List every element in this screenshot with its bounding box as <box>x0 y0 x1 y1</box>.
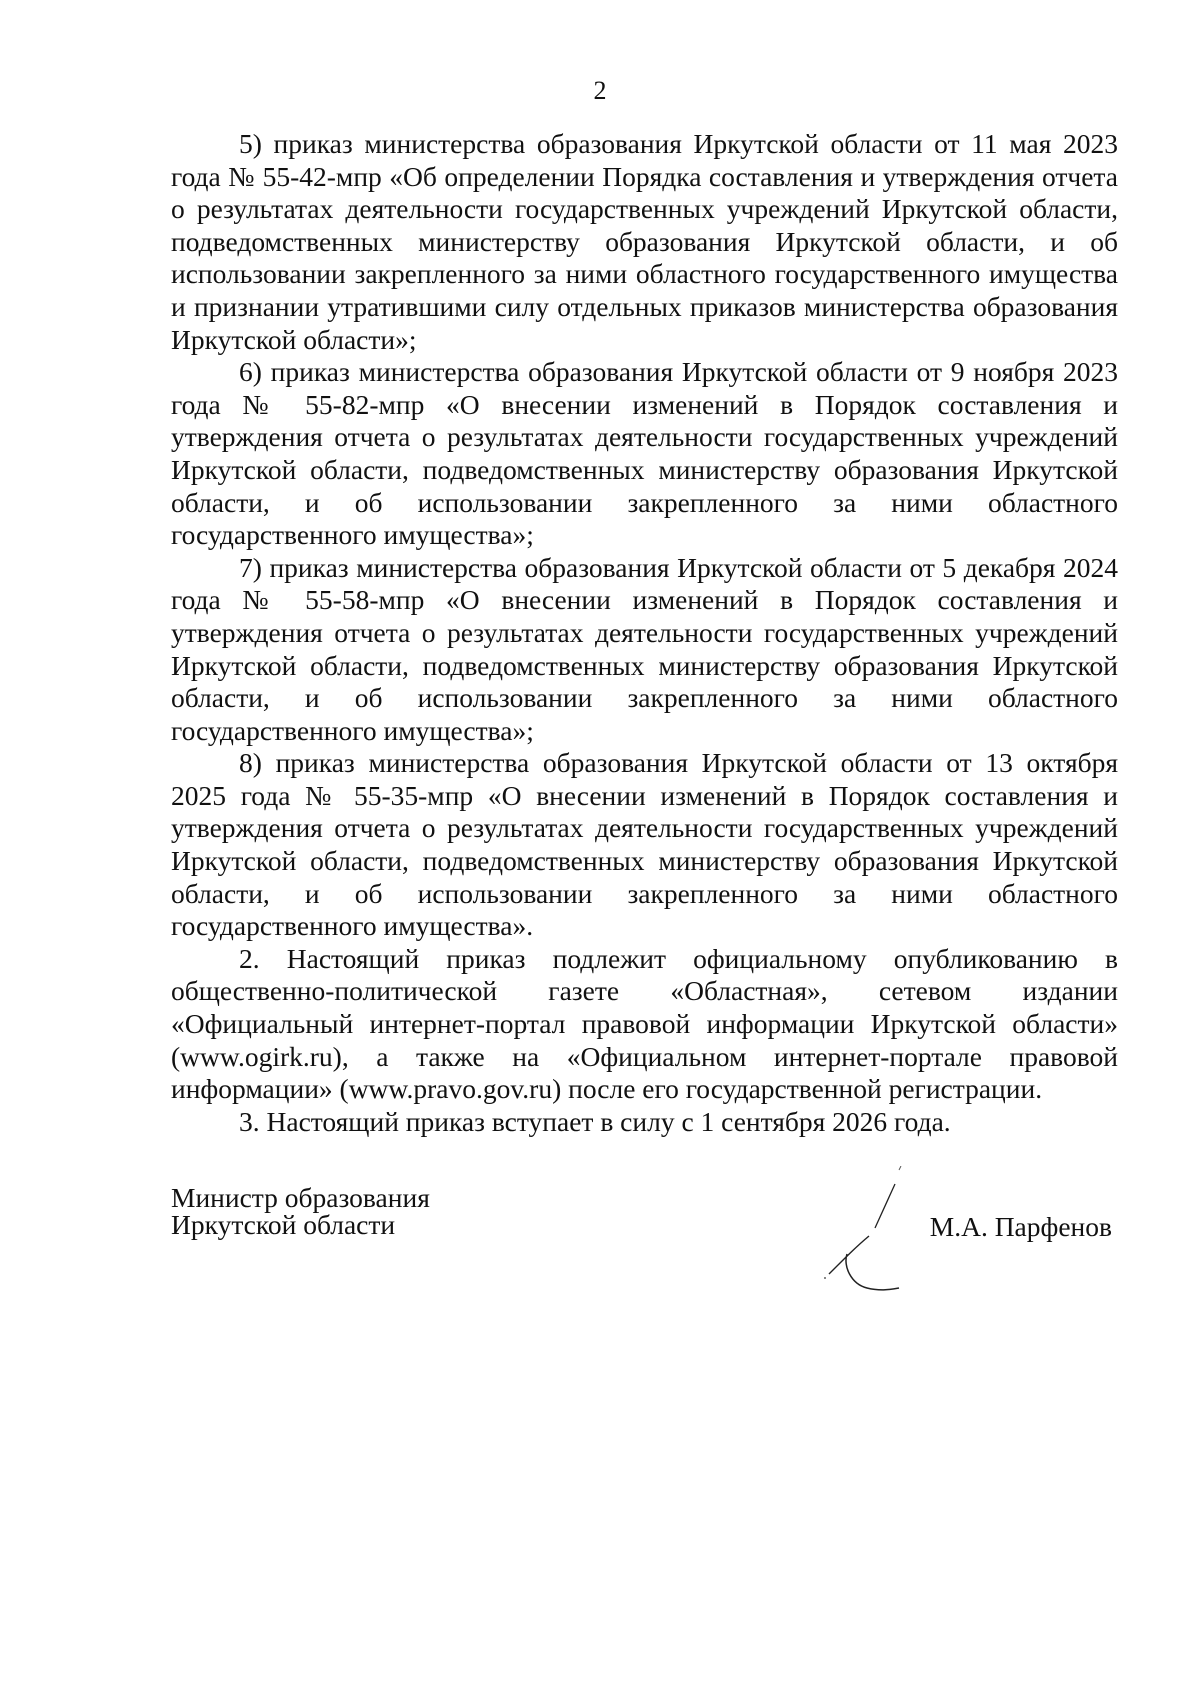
signatory-title-line1: Министр образования <box>171 1182 430 1213</box>
paragraph-effective-date: 3. Настоящий приказ вступает в силу с 1 сентября 2026 года. <box>239 1105 951 1137</box>
document-body <box>171 128 1118 1138</box>
paragraph-item-7: 7) приказ министерства образования Иркутской области от 5 декабря 2024 года № 55-58-мпр «О внесении изменений в Порядок составления и утверждения отчета о результатах деятельности государственных учреждений Иркутской области, подведомственных министерству образования Иркутской области, и об использовании закрепленного за ними областного государственного имущества»; <box>171 551 1118 746</box>
page-number: 2 <box>593 76 607 105</box>
paragraph-item-8: 8) приказ министерства образования Иркутской области от 13 октября 2025 года № 55-35-мпр «О внесении изменений в Порядок составления и утверждения отчета о результатах деятельности государственных учреждений Иркутской области, подведомственных министерству образования Иркутской области, и об использовании закрепленного за ними областного государственного имущества». <box>171 747 1118 942</box>
signature-block <box>171 1184 1118 1304</box>
signatory-name: М.А. Парфенов <box>929 1211 1112 1242</box>
signatory-title <box>171 1184 430 1238</box>
paragraph-publication: 2. Настоящий приказ подлежит официальному опубликованию в общественно-политической газете «Областная», сетевом издании «Официальный интернет-портал правовой информации Иркутской области» (www.ogirk.ru), а также на «Официальном интернет-портале правовой информации» (www.pravo.gov.ru) после его государственной регистрации. <box>171 942 1118 1105</box>
signatory-title-line2: Иркутской области <box>171 1209 396 1240</box>
paragraph-item-5: 5) приказ министерства образования Иркутской области от 11 мая 2023 года № 55-42-мпр «Об определении Порядка составления и утверждения отчета о результатах деятельности государственных учреждений Иркутской области, подведомственных министерству образования Иркутской области, и об использовании закрепленного за ними областного государственного имущества и признании утратившими силу отдельных приказов министерства образования Иркутской области»; <box>171 128 1118 355</box>
handwritten-signature <box>807 1166 927 1296</box>
paragraph-item-6: 6) приказ министерства образования Иркутской области от 9 ноября 2023 года № 55-82-мпр «О внесении изменений в Порядок составления и утверждения отчета о результатах деятельности государственных учреждений Иркутской области, подведомственных министерству образования Иркутской области, и об использовании закрепленного за ними областного государственного имущества»; <box>171 356 1118 551</box>
